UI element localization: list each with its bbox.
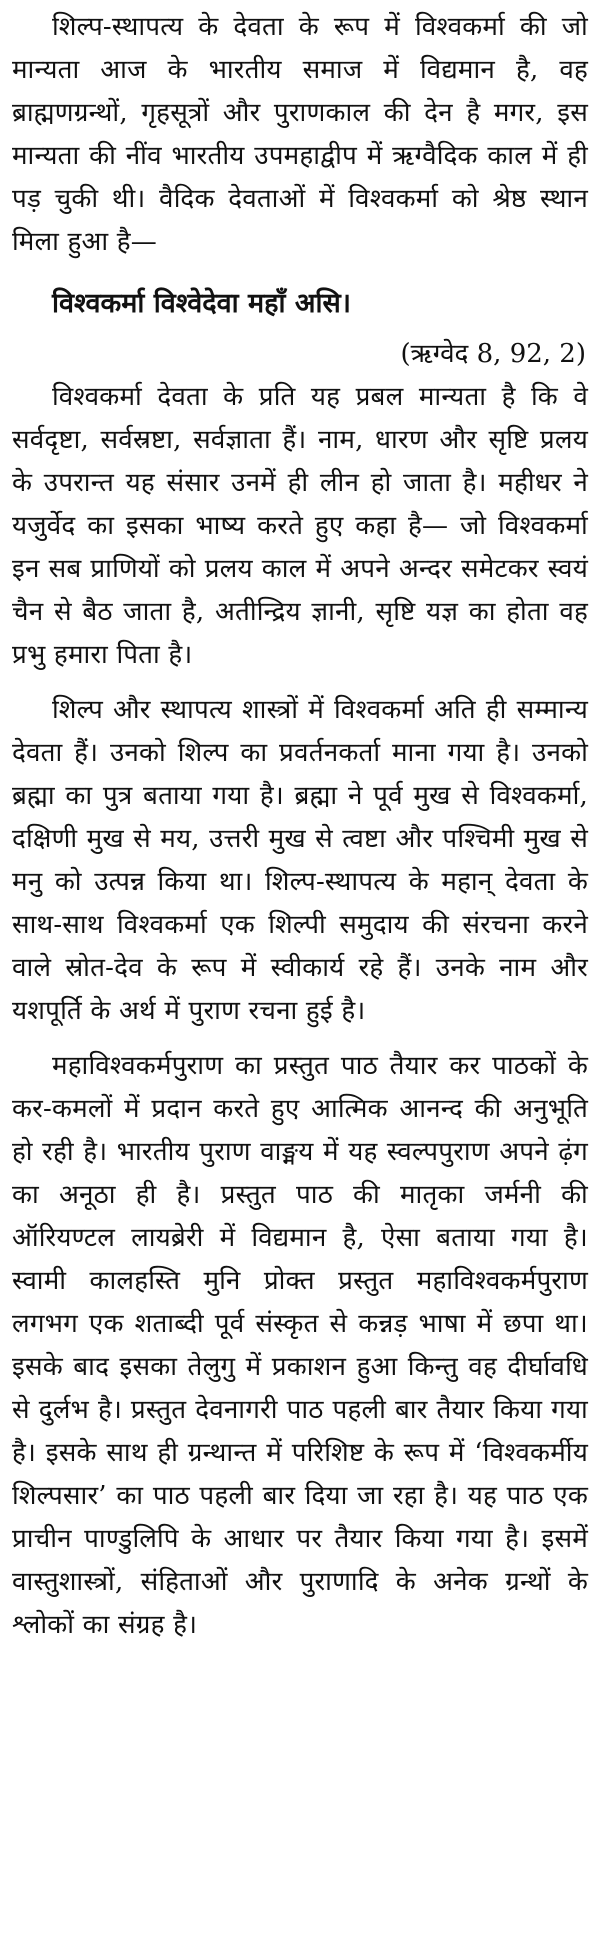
quote-reference: (ऋग्वेद 8, 92, 2) <box>400 339 586 369</box>
rigveda-quote: विश्वकर्मा विश्वेदेवा महाँ असि। <box>52 288 351 319</box>
paragraph-vishwakarma-belief: विश्वकर्मा देवता के प्रति यह प्रबल मान्यता है कि वे सर्वदृष्टा, सर्वस्रष्टा, सर्वज्ञाता हैं। नाम, धारण और सृष्टि प्रलय के उपरान्त यह संसार उनमें ही लीन हो जाता है। महीधर ने यजुर्वेद का इसका भाष्य करते हुए कहा है— जो विश्वकर्मा इन सब प्राणियों को प्रलय काल में अपने अन्दर समेटकर स्वयं चैन से बैठ जाता है, अतीन्द्रिय ज्ञानी, सृष्टि यज्ञ का होता वह प्रभु हमारा पिता है। <box>12 382 588 670</box>
paragraph-shilpa-shastra: शिल्प और स्थापत्य शास्त्रों में विश्वकर्मा अति ही सम्मान्य देवता हैं। उनको शिल्प का प्रवर्तनकर्ता माना गया है। उनको ब्रह्मा का पुत्र बताया गया है। ब्रह्मा ने पूर्व मुख से विश्वकर्मा, दक्षिणी मुख से मय, उत्तरी मुख से त्वष्टा और पश्चिमी मुख से मनु को उत्पन्न किया था। शिल्प-स्थापत्य के महान् देवता के साथ-साथ विश्वकर्मा एक शिल्पी समुदाय की संरचना करने वाले स्रोत-देव के रूप में स्वीकार्य रहे हैं। उनके नाम और यशपूर्ति के अर्थ में पुराण रचना हुई है। <box>12 695 588 1026</box>
paragraph-purana-text: महाविश्वकर्मपुराण का प्रस्तुत पाठ तैयार कर पाठकों के कर-कमलों में प्रदान करते हुए आत्मिक आनन्द की अनुभूति हो रही है। भारतीय पुराण वाङ्मय में यह स्वल्पपुराण अपने ढ़ंग का अनूठा ही है। प्रस्तुत पाठ की मातृका जर्मनी की ऑरियण्टल लायब्रेरी में विद्यमान है, ऐसा बताया गया है। स्वामी कालहस्ति मुनि प्रोक्त प्रस्तुत महाविश्वकर्मपुराण लगभग एक शताब्दी पूर्व संस्कृत से कन्नड़ भाषा में छपा था। इसके बाद इसका तेलुगु में प्रकाशन हुआ किन्तु वह दीर्घावधि से दुर्लभ है। प्रस्तुत देवनागरी पाठ पहली बार तैयार किया गया है। इसके साथ ही ग्रन्थान्त में परिशिष्ट के रूप में ‘विश्वकर्मीय शिल्पसार’ का पाठ पहली बार दिया जा रहा है। यह पाठ एक प्राचीन पाण्डुलिपि के आधार पर तैयार किया गया है। इसमें वास्तुशास्त्रों, संहिताओं और पुराणादि के अनेक ग्रन्थों के श्लोकों का संग्रह है। <box>12 1051 588 1640</box>
paragraph-intro: शिल्प-स्थापत्य के देवता के रूप में विश्वकर्मा की जो मान्यता आज के भारतीय समाज में विद्यमान है, वह ब्राह्मणग्रन्थों, गृहसूत्रों और पुराणकाल की देन है मगर, इस मान्यता की नींव भारतीय उपमहाद्वीप में ऋग्वैदिक काल में ही पड़ चुकी थी। वैदिक देवताओं में विश्वकर्मा को श्रेष्ठ स्थान मिला हुआ है— <box>12 12 588 257</box>
